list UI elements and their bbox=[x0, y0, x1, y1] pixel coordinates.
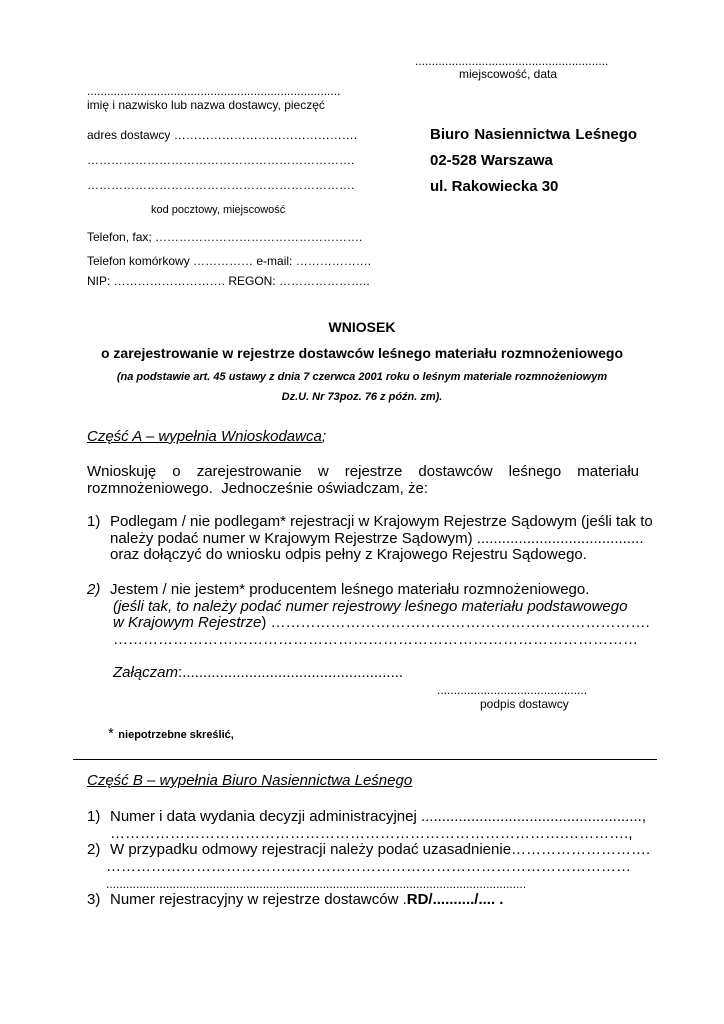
part-a-item-1-line-2: należy podać numer w Krajowym Rejestrze Sądowym) ........................................ bbox=[110, 530, 644, 547]
part-a-item-1-number: 1) bbox=[87, 513, 101, 530]
footnote-asterisk: * bbox=[108, 725, 114, 742]
footnote-text: niepotrzebne skreślić, bbox=[118, 729, 234, 741]
part-a-item-2-line-1: Jestem / nie jestem* producentem leśnego materiału rozmnożeniowego. bbox=[110, 581, 590, 598]
part-b-item-2-line-2: …………………………………………………………………………………………… bbox=[106, 858, 631, 875]
supplier-address-line-3: …………………………………………………………. bbox=[87, 178, 355, 192]
recipient-street: ul. Rakowiecka 30 bbox=[430, 178, 559, 195]
part-a-item-2-line-4: …………………………………………………………………………………………… bbox=[113, 631, 638, 648]
registration-number-value: RD/........../.... . bbox=[406, 891, 504, 908]
part-a-item-1-line-1: Podlegam / nie podlegam* rejestracji w Krajowym Rejestrze Sądowym (jeśli tak to bbox=[110, 513, 653, 530]
place-date-line: .......................................................... bbox=[415, 54, 609, 68]
document-title: WNIOSEK bbox=[328, 319, 396, 335]
part-b-heading: Część B – wypełnia Biuro Nasiennictwa Leśnego bbox=[87, 772, 413, 789]
supplier-name-label: imię i nazwisko lub nazwa dostawcy, pieczęć bbox=[87, 98, 325, 112]
part-b-item-2-number: 2) bbox=[87, 841, 101, 858]
part-a-item-2-line-2: (jeśli tak, to należy podać numer rejestrowy leśnego materiału podstawowego bbox=[113, 598, 628, 615]
legal-basis-line-1: (na podstawie art. 45 ustawy z dnia 7 czerwca 2001 roku o leśnym materiale rozmnożeniowym bbox=[116, 371, 608, 383]
phone-fax: Telefon, fax; ……………………………………………. bbox=[87, 230, 363, 244]
nip-regon: NIP: ………………………. REGON: ………………….. bbox=[87, 274, 370, 288]
signature-label: podpis dostawcy bbox=[480, 697, 569, 711]
part-b-item-2-line-3: .............................................................................................................................. bbox=[106, 877, 527, 891]
attachments-line bbox=[113, 664, 403, 681]
supplier-name-line: ............................................................................ bbox=[87, 84, 341, 98]
part-a-heading bbox=[87, 428, 326, 445]
signature-line: ............................................. bbox=[437, 683, 588, 697]
part-a-item-2-number: 2) bbox=[87, 581, 101, 598]
part-b-item-2-line-1: W przypadku odmowy rejestracji należy podać uzasadnienie………………………. bbox=[110, 841, 651, 858]
part-a-heading-suffix: ; bbox=[321, 428, 326, 445]
part-b-item-3-line bbox=[110, 891, 503, 908]
mobile-email: Telefon komórkowy …………… e-mail: ………………. bbox=[87, 254, 372, 268]
recipient-name: Biuro Nasiennictwa Leśnego bbox=[430, 126, 638, 143]
part-b-item-1-line-2: ……………………………………………………………………………….…………., bbox=[110, 825, 633, 842]
part-b-item-1-line-1: Numer i data wydania decyzji administracyjnej ....................................................., bbox=[110, 808, 647, 825]
part-b-item-3-number: 3) bbox=[87, 891, 101, 908]
attachments-dots: :..................................................... bbox=[178, 664, 404, 681]
part-a-item-2-line-3-dots: ) …………………………………………………………………. bbox=[261, 614, 650, 631]
place-date-label: miejscowość, data bbox=[459, 67, 558, 81]
part-a-intro-line-1: Wnioskuję o zarejestrowanie w rejestrze dostawców leśnego materiału bbox=[87, 463, 639, 480]
supplier-address: adres dostawcy ………………………………………. bbox=[87, 128, 358, 142]
legal-basis-line-2: Dz.U. Nr 73poz. 76 z późn. zm). bbox=[281, 391, 443, 403]
recipient-postal: 02-528 Warszawa bbox=[430, 152, 553, 169]
attachments-label: Załączam bbox=[113, 664, 179, 681]
part-a-item-2-line-3-italic: w Krajowym Rejestrze bbox=[113, 614, 262, 631]
document-subtitle: o zarejestrowanie w rejestrze dostawców leśnego materiału rozmnożeniowego bbox=[100, 345, 624, 361]
footnote bbox=[108, 725, 234, 743]
supplier-address-line-2: …………………………………………………………. bbox=[87, 153, 355, 167]
part-a-intro-line-2: rozmnożeniowego. Jednocześnie oświadczam, że: bbox=[87, 480, 429, 497]
postal-code-label: kod pocztowy, miejscowość bbox=[151, 204, 286, 216]
part-a-item-1-line-3: oraz dołączyć do wniosku odpis pełny z Krajowego Rejestru Sądowego. bbox=[110, 546, 587, 563]
registration-number-label: Numer rejestracyjny w rejestrze dostawców . bbox=[110, 891, 407, 908]
part-a-item-2-line-3 bbox=[113, 614, 650, 631]
part-a-heading-text: Część A – wypełnia Wnioskodawca bbox=[87, 428, 322, 445]
part-b-item-1-number: 1) bbox=[87, 808, 101, 825]
section-divider bbox=[73, 759, 657, 760]
